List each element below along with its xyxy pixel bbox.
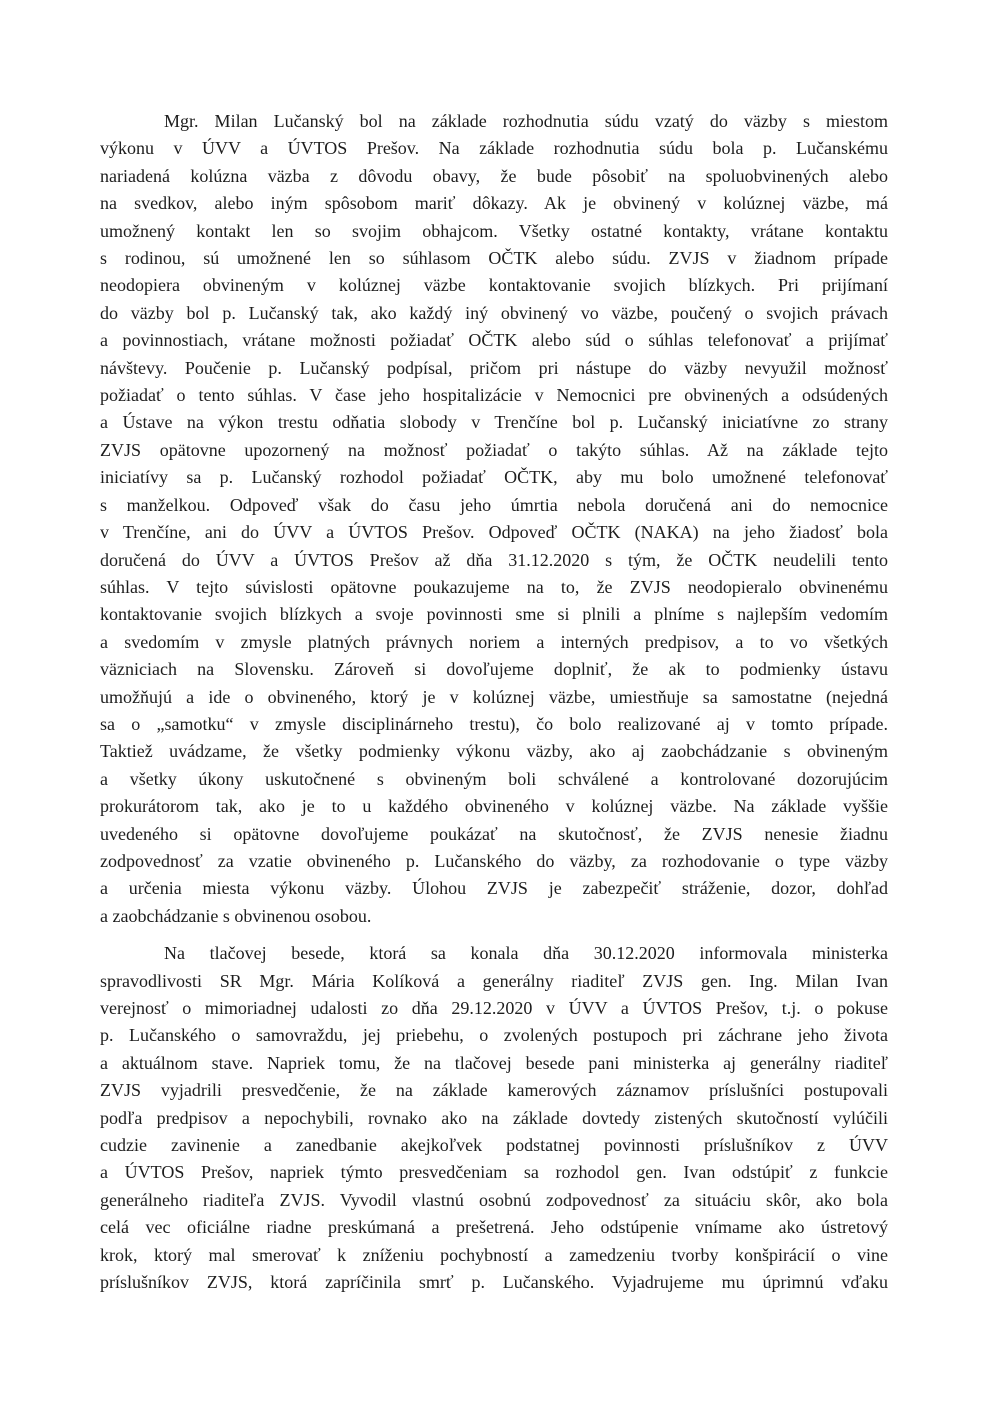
text-line: do väzby bol p. Lučanský tak, ako každý iný obvinený vo väzbe, poučený o svojich právach (100, 302, 888, 323)
text-line: Mgr. Milan Lučanský bol na základe rozhodnutia súdu vzatý do väzby s miestom (164, 111, 888, 131)
text-line: ZVJS opätovne upozornený na možnosť požiadať o takýto súhlas. Až na základe tejto (100, 439, 888, 460)
text-line: generálneho riaditeľa ZVJS. Vyvodil vlastnú osobnú zodpovednosť za situáciu skôr, ako bola (100, 1189, 888, 1210)
text-line: cudzie zavinenie a zanedbanie akejkoľvek podstatnej povinnosti príslušníkov z ÚVV (100, 1135, 888, 1156)
text-line: návštevy. Poučenie p. Lučanský podpísal, pričom pri nástupe do väzby nevyužil možnosť (100, 357, 888, 378)
text-line: spravodlivosti SR Mgr. Mária Kolíková a generálny riaditeľ ZVJS gen. Ing. Milan Ivan (100, 970, 888, 991)
text-line: zodpovednosť za vzatie obvineného p. Lučanského do väzby, za rozhodovanie o type väzby (100, 850, 888, 871)
text-line: a svedomím v zmysle platných právnych noriem a interných predpisov, a to vo všetkých (100, 631, 888, 652)
text-line: sa o „samotku“ v zmysle disciplinárneho trestu), čo bolo realizované aj v tomto prípade. (100, 713, 888, 734)
text-line: a určenia miesta výkonu väzby. Úlohou ZVJS je zabezpečiť stráženie, dozor, dohľad (100, 878, 888, 899)
text-line: výkonu v ÚVV a ÚVTOS Prešov. Na základe rozhodnutia súdu bola p. Lučanskému (100, 138, 888, 159)
text-line: umožnený kontakt len so svojim obhajcom. Všetky ostatné kontakty, vrátane kontaktu (100, 220, 888, 241)
text-line: celá vec oficiálne riadne preskúmaná a prešetrená. Jeho odstúpenie vnímame ako ústretový (100, 1217, 888, 1238)
text-line: príslušníkov ZVJS, ktorá zapríčinila smrť p. Lučanského. Vyjadrujeme mu úprimnú vďaku (100, 1272, 888, 1293)
text-line: a zaobchádzanie s obvinenou osobou. (100, 905, 372, 926)
text-line: uvedeného si opätovne dovoľujeme poukázať na skutočnosť, že ZVJS nenesie žiadnu (100, 823, 888, 844)
text-line: p. Lučanského o samovraždu, jej priebehu, o zvolených postupoch pri záchrane jeho života (100, 1025, 888, 1046)
paragraph-1 (100, 108, 888, 930)
text-line: a povinnostiach, vrátane možnosti požiadať OČTK alebo súd o súhlas telefonovať a prijímať (100, 330, 888, 351)
text-line: doručená do ÚVV a ÚVTOS Prešov až dňa 31.12.2020 s tým, že OČTK neudelili tento (100, 549, 888, 570)
text-line: prokurátorom tak, ako je to u každého obvineného v kolúznej väzbe. Na základe vyššie (100, 796, 888, 817)
text-line: krok, ktorý mal smerovať k zníženiu pochybností a zamedzeniu tvorby konšpirácií o vine (100, 1244, 888, 1265)
text-line: požiadať o tento súhlas. V čase jeho hospitalizácie v Nemocnici pre obvinených a odsúdených (100, 385, 888, 406)
text-line: s rodinou, sú umožnené len so súhlasom OČTK alebo súdu. ZVJS v žiadnom prípade (100, 248, 888, 269)
text-line: a ÚVTOS Prešov, napriek týmto presvedčeniam sa rozhodol gen. Ivan odstúpiť z funkcie (100, 1162, 888, 1183)
text-line: umožňujú a ide o obvineného, ktorý je v kolúznej väzbe, umiestňuje sa samostatne (nejedná (100, 686, 888, 707)
text-line: Na tlačovej besede, ktorá sa konala dňa 30.12.2020 informovala ministerka (164, 943, 888, 964)
text-line: podľa predpisov a nepochybili, rovnako ako na základe dovtedy zistených skutočností vylúčili (100, 1107, 888, 1128)
text-line: neodopiera obvineným v kolúznej väzbe kontaktovanie svojich blízkych. Pri prijímaní (100, 275, 888, 296)
text-line: a všetky úkony uskutočnené s obvineným boli schválené a kontrolované dozorujúcim (100, 768, 888, 789)
text-line: na svedkov, alebo iným spôsobom mariť dôkazy. Ak je obvinený v kolúznej väzbe, má (100, 193, 888, 214)
text-line: Taktiež uvádzame, že všetky podmienky výkonu väzby, ako aj zaobchádzanie s obvineným (100, 741, 888, 762)
paragraph-2 (100, 940, 888, 1296)
text-line: a aktuálnom stave. Napriek tomu, že na tlačovej besede pani ministerka aj generálny riaditeľ (100, 1052, 888, 1073)
text-line: ZVJS vyjadrili presvedčenie, že na základe kamerových záznamov príslušníci postupovali (100, 1080, 888, 1101)
text-line: s manželkou. Odpoveď však do času jeho úmrtia nebola doručená ani do nemocnice (100, 494, 888, 515)
text-line: väzniciach na Slovensku. Zároveň si dovoľujeme doplniť, že ak to podmienky ústavu (100, 659, 888, 680)
text-line: v Trenčíne, ani do ÚVV a ÚVTOS Prešov. Odpoveď OČTK (NAKA) na jeho žiadosť bola (100, 522, 888, 543)
text-line: a Ústave na výkon trestu odňatia slobody v Trenčíne bol p. Lučanský iniciatívne zo strany (100, 412, 888, 433)
text-line: iniciatívy sa p. Lučanský rozhodol požiadať OČTK, aby mu bolo umožnené telefonovať (100, 467, 888, 488)
text-line: verejnosť o mimoriadnej udalosti zo dňa 29.12.2020 v ÚVV a ÚVTOS Prešov, t.j. o pokuse (100, 998, 888, 1018)
document-body (100, 108, 888, 1296)
text-line: nariadená kolúzna väzba z dôvodu obavy, že bude pôsobiť na spoluobvinených alebo (100, 165, 888, 186)
text-line: kontaktovanie svojich blízkych a svoje povinnosti sme si plnili a plníme s najlepším vedomím (100, 604, 888, 625)
text-line: súhlas. V tejto súvislosti opätovne poukazujeme na to, že ZVJS neodopieralo obvinenému (100, 576, 888, 597)
